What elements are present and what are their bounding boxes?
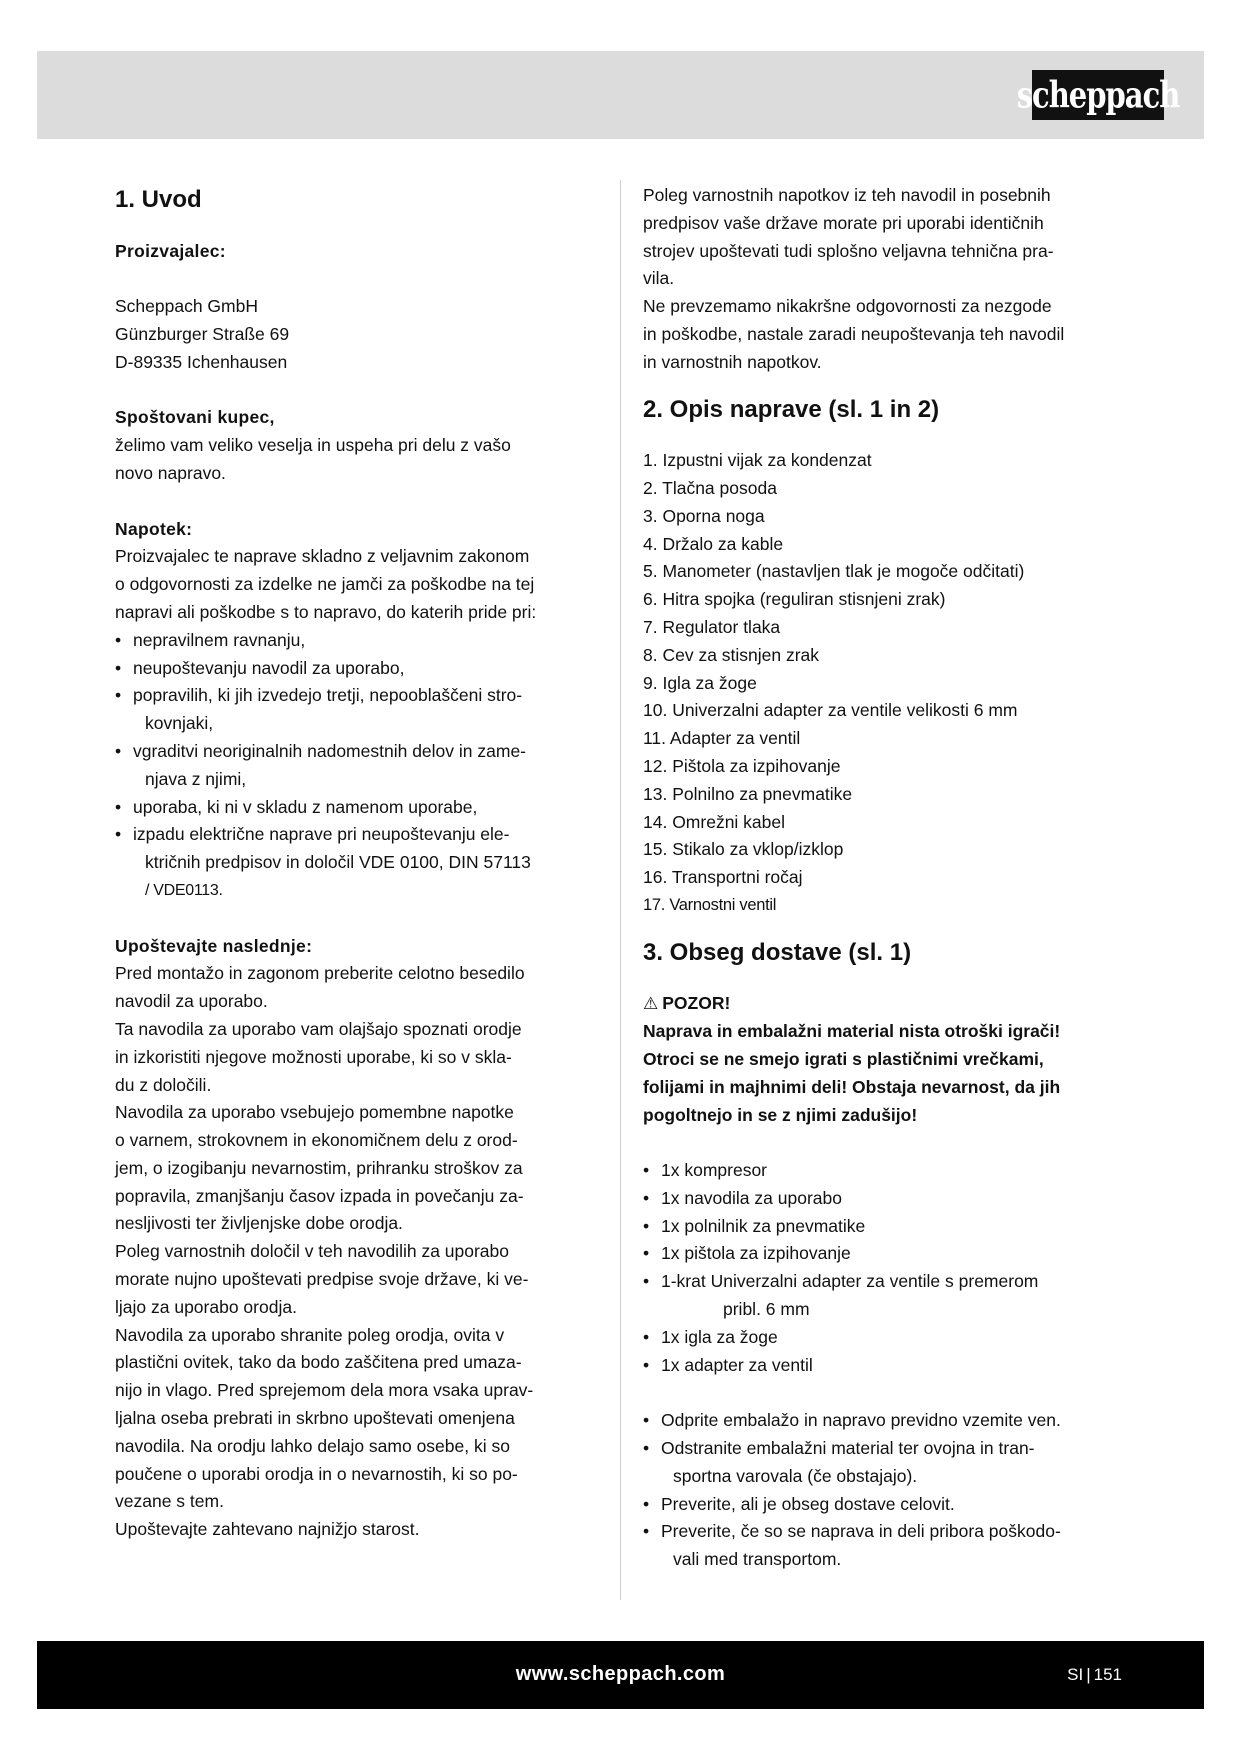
parts-list: [643, 447, 1128, 920]
footer-band: [37, 1641, 1204, 1709]
brand-logo: scheppach: [1032, 70, 1164, 120]
delivery-list: [643, 1157, 1128, 1379]
intro-text: Poleg varnostnih napotkov iz teh navodil in posebnih predpisov vaše države morate pri uporabi identičnih strojev upoštevati tudi splošno veljavna tehnična pra- vila. Ne prevzemamo nikakršne odgovornosti za nezgode in poškodbe, nastale zaradi neupoštevanja teh navodil in varnostnih napotkov.: [643, 185, 1065, 372]
right-column: [643, 182, 1128, 1574]
section-2-title: 2. Opis naprave (sl. 1 in 2): [643, 395, 940, 423]
list-item: 3. Oporna noga: [643, 505, 765, 526]
section-1-title: 1. Uvod: [115, 186, 202, 213]
list-item: • izpadu električne naprave pri neupoštevanju ele- ktričnih predpisov in določil VDE 0100, DIN 57113 / VDE0113.: [115, 821, 599, 904]
list-item: 2. Tlačna posoda: [643, 477, 777, 498]
left-column: [115, 182, 599, 1544]
address-line: Scheppach GmbH: [115, 296, 258, 317]
manufacturer-label: Proizvajalec:: [115, 240, 226, 261]
list-item: • popravilih, ki jih izvedejo tretji, nepooblaščeni stro- kovnjaki,: [115, 682, 599, 738]
dear-text-line: novo napravo.: [115, 462, 226, 483]
list-item: 11. Adapter za ventil: [643, 728, 801, 749]
list-item: • 1-krat Univerzalni adapter za ventile s premerom pribl. 6 mm: [643, 1268, 1128, 1324]
observe-label: Upoštevajte naslednje:: [115, 935, 313, 956]
list-item: • vgraditvi neoriginalnih nadomestnih delov in zame- njava z njimi,: [115, 738, 599, 794]
column-divider: [620, 180, 621, 1600]
dear-text-line: želimo vam veliko veselja in uspeha pri delu z vašo: [115, 435, 511, 456]
dear-customer-label: Spoštovani kupec,: [115, 407, 275, 428]
list-item: • Preverite, ali je obseg dostave celovit.: [643, 1491, 1128, 1519]
list-item: • 1x igla za žoge: [643, 1324, 1128, 1352]
list-item: 17. Varnostni ventil: [643, 895, 777, 914]
list-item: 14. Omrežni kabel: [643, 811, 786, 832]
section-3-title: 3. Obseg dostave (sl. 1): [643, 938, 912, 966]
list-item: • 1x adapter za ventil: [643, 1352, 1128, 1380]
list-item: 13. Polnilno za pnevmatike: [643, 783, 853, 804]
page-number: SI | 151: [1067, 1665, 1122, 1684]
page-number-value: 151: [1093, 1665, 1122, 1684]
list-item: 1. Izpustni vijak za kondenzat: [643, 450, 872, 471]
list-item: 8. Cev za stisnjen zrak: [643, 644, 820, 665]
address-line: Günzburger Straße 69: [115, 323, 290, 344]
note-text-line: Proizvajalec te naprave skladno z veljavnim zakonom: [115, 546, 530, 567]
list-item: 9. Igla za žoge: [643, 672, 757, 693]
list-item: 10. Univerzalni adapter za ventile velikosti 6 mm: [643, 700, 1018, 721]
list-item: • Odstranite embalažni material ter ovojna in tran- sportna varovala (če obstajajo).: [643, 1435, 1128, 1491]
language-code: SI: [1067, 1665, 1084, 1684]
list-item: • 1x kompresor: [643, 1157, 1128, 1185]
note-label: Napotek:: [115, 518, 193, 539]
warning-text: Naprava in embalažni material nista otroški igrači! Otroci se ne smejo igrati s plastičnimi vrečkami, folijami in majhnimi deli! Obstaja nevarnost, da jih pogoltnejo in se z njimi zadušijo!: [643, 1021, 1061, 1125]
unpacking-list: [643, 1407, 1128, 1574]
list-item: • neupoštevanju navodil za uporabo,: [115, 655, 599, 683]
list-item: 4. Držalo za kable: [643, 533, 784, 554]
list-item: 5. Manometer (nastavljen tlak je mogoče odčitati): [643, 561, 1025, 582]
list-item: • uporaba, ki ni v skladu z namenom uporabe,: [115, 794, 599, 822]
observe-text: Pred montažo in zagonom preberite celotno besedilo navodil za uporabo. Ta navodila za uporabo vam olajšajo spoznati orodje in izkoristiti njegove možnosti uporabe, ki so v skla- du z določili. Navodila za uporabo vsebujejo pomembne napotke o varnem, strokovnem in ekonomičnem delu z orod- jem, o izogibanju nevarnostim, prihranku stroškov za popravila, zmanjšanju časov izpada in povečanju za- nesljivosti ter življenjske dobe orodja. Poleg varnostnih določil v teh navodilih za uporabo morate nujno upoštevati predpise svoje države, ki ve- ljajo za uporabo orodja. Navodila za uporabo shranite poleg orodja, ovita v plastični ovitek, tako da bodo zaščitena pred umaza- nijo in vlago. Pred sprejemom dela mora vsaka uprav- ljalna oseba prebrati in skrbno upoštevati omenjena navodila. Na orodju lahko delajo samo osebe, ki so poučene o uporabi orodja in o nevarnostih, ki so po- vezane s tem. Upoštevajte zahtevano najnižjo starost.: [115, 963, 534, 1540]
note-bullet-list: [115, 627, 599, 905]
note-text-line: napravi ali poškodbe s to napravo, do katerih pride pri:: [115, 601, 537, 622]
list-item: 15. Stikalo za vklop/izklop: [643, 839, 844, 860]
note-text-line: o odgovornosti za izdelke ne jamči za poškodbe na tej: [115, 574, 535, 595]
list-item: • 1x navodila za uporabo: [643, 1185, 1128, 1213]
footer-website-link[interactable]: www.scheppach.com: [515, 1663, 726, 1685]
list-item: 12. Pištola za izpihovanje: [643, 755, 841, 776]
warning-triangle-icon: ⚠: [643, 994, 659, 1014]
list-item: • Odprite embalažo in napravo previdno vzemite ven.: [643, 1407, 1128, 1435]
list-item: • Preverite, če so se naprava in deli pribora poškodo- vali med transportom.: [643, 1518, 1128, 1574]
list-item: 7. Regulator tlaka: [643, 616, 781, 637]
list-item: • 1x pištola za izpihovanje: [643, 1240, 1128, 1268]
warning-label: ⚠ POZOR!: [643, 993, 731, 1014]
list-item: 16. Transportni ročaj: [643, 867, 803, 888]
list-item: • nepravilnem ravnanju,: [115, 627, 599, 655]
address-line: D-89335 Ichenhausen: [115, 351, 288, 372]
list-item: 6. Hitra spojka (reguliran stisnjeni zrak): [643, 589, 946, 610]
list-item: • 1x polnilnik za pnevmatike: [643, 1213, 1128, 1241]
